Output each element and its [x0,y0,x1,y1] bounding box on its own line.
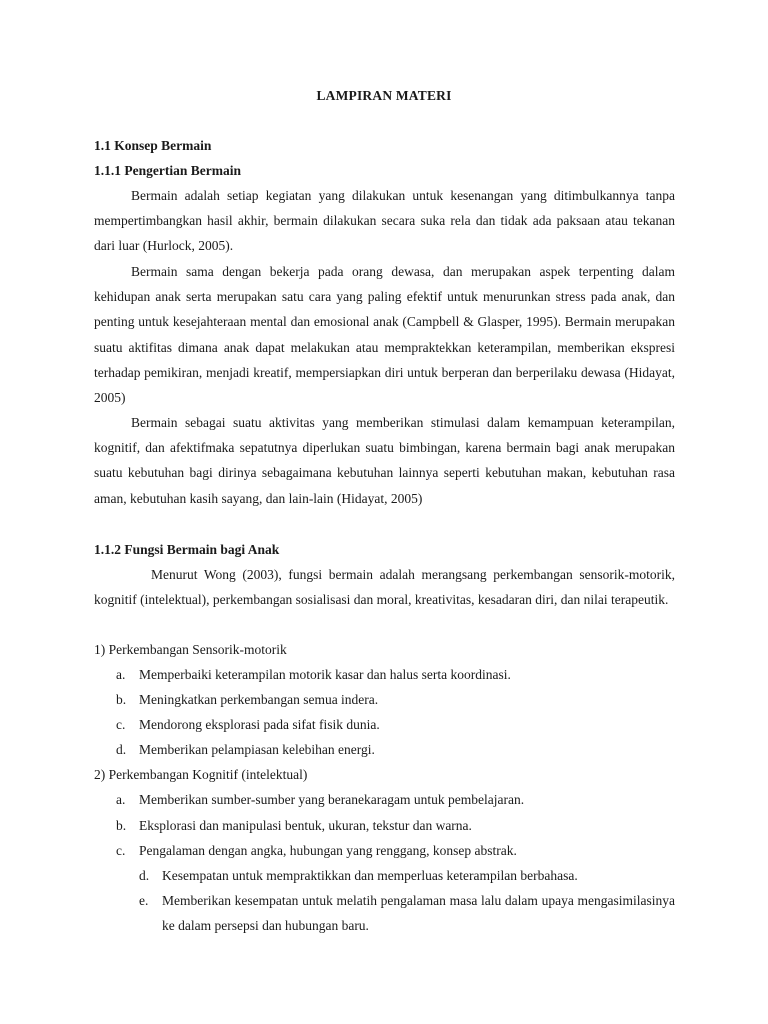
section-heading-fungsi-bermain: 1.1.2 Fungsi Bermain bagi Anak [94,542,280,557]
list-item-text: Memperbaiki keterampilan motorik kasar dan halus serta koordinasi. [139,667,511,682]
list-marker: c. [116,717,126,732]
list-marker: c. [116,843,126,858]
list-marker: b. [116,692,127,707]
list-marker: a. [116,792,126,807]
paragraph-pengertian: Bermain adalah setiap kegiatan yang dilakukan untuk kesenangan yang ditimbulkannya tanpa mempertimbangkan hasil akhir, bermain dilakukan secara suka rela dan tidak ada paksaan atau tekanan dari luar (Hurlock, 2005). [94,188,675,254]
list-heading-kognitif: 2) Perkembangan Kognitif (intelektual) [94,767,308,782]
list-item-text: Memberikan pelampiasan kelebihan energi. [139,742,375,757]
section-heading-pengertian-bermain: 1.1.1 Pengertian Bermain [94,163,241,178]
paragraph-bermain-sebagai: Bermain sebagai suatu aktivitas yang memberikan stimulasi dalam kemampuan keterampilan, kognitif, dan afektifmaka sepatutnya diperlukan suatu bimbingan, karena bermain bagi anak merupakan suatu kebutuhan bagi dirinya sebagaimana kebutuhan lainnya seperti kebutuhan makan, kebutuhan rasa aman, kebutuhan kasih sayang, dan lain-lain (Hidayat, 2005) [94,415,675,506]
list-heading-sensorik-motorik: 1) Perkembangan Sensorik-motorik [94,642,287,657]
list-item-text: Memberikan kesempatan untuk melatih pengalaman masa lalu dalam upaya mengasimilasinya ke dalam persepsi dan hubungan baru. [162,893,675,934]
list-marker: e. [139,893,149,908]
list-marker: b. [116,818,127,833]
list-item-text: Memberikan sumber-sumber yang beranekaragam untuk pembelajaran. [139,792,525,807]
paragraph-menurut-wong: Menurut Wong (2003), fungsi bermain adalah merangsang perkembangan sensorik-motorik, kognitif (intelektual), perkembangan sosialisasi dan moral, kreativitas, kesadaran diri, dan nilai terapeutik. [94,567,675,608]
list-item-text: Kesempatan untuk mempraktikkan dan memperluas keterampilan berbahasa. [162,868,578,883]
list-item-text: Meningkatkan perkembangan semua indera. [139,692,379,707]
list-item-text: Mendorong eksplorasi pada sifat fisik dunia. [139,717,380,732]
list-item [139,888,675,938]
list-item-text: Pengalaman dengan angka, hubungan yang renggang, konsep abstrak. [139,843,517,858]
list-marker: d. [139,868,150,883]
section-heading-konsep-bermain: 1.1 Konsep Bermain [94,138,212,153]
paragraph-bermain-sama: Bermain sama dengan bekerja pada orang dewasa, dan merupakan aspek terpenting dalam kehidupan anak serta merupakan satu cara yang paling efektif untuk menurunkan stress pada anak, dan penting untuk kesejahteraan mental dan emosional anak (Campbell & Glasper, 1995). Bermain merupakan suatu aktifitas dimana anak dapat melakukan atau mempraktekkan keterampilan, memberikan ekspresi terhadap pemikiran, menjadi kreatif, mempersiapkan diri untuk berperan dan berperilaku dewasa (Hidayat, 2005) [94,264,675,406]
list-marker: d. [116,742,127,757]
page-title: LAMPIRAN MATERI [316,88,452,103]
list-item-text: Eksplorasi dan manipulasi bentuk, ukuran, tekstur dan warna. [139,818,472,833]
list-marker: a. [116,667,126,682]
